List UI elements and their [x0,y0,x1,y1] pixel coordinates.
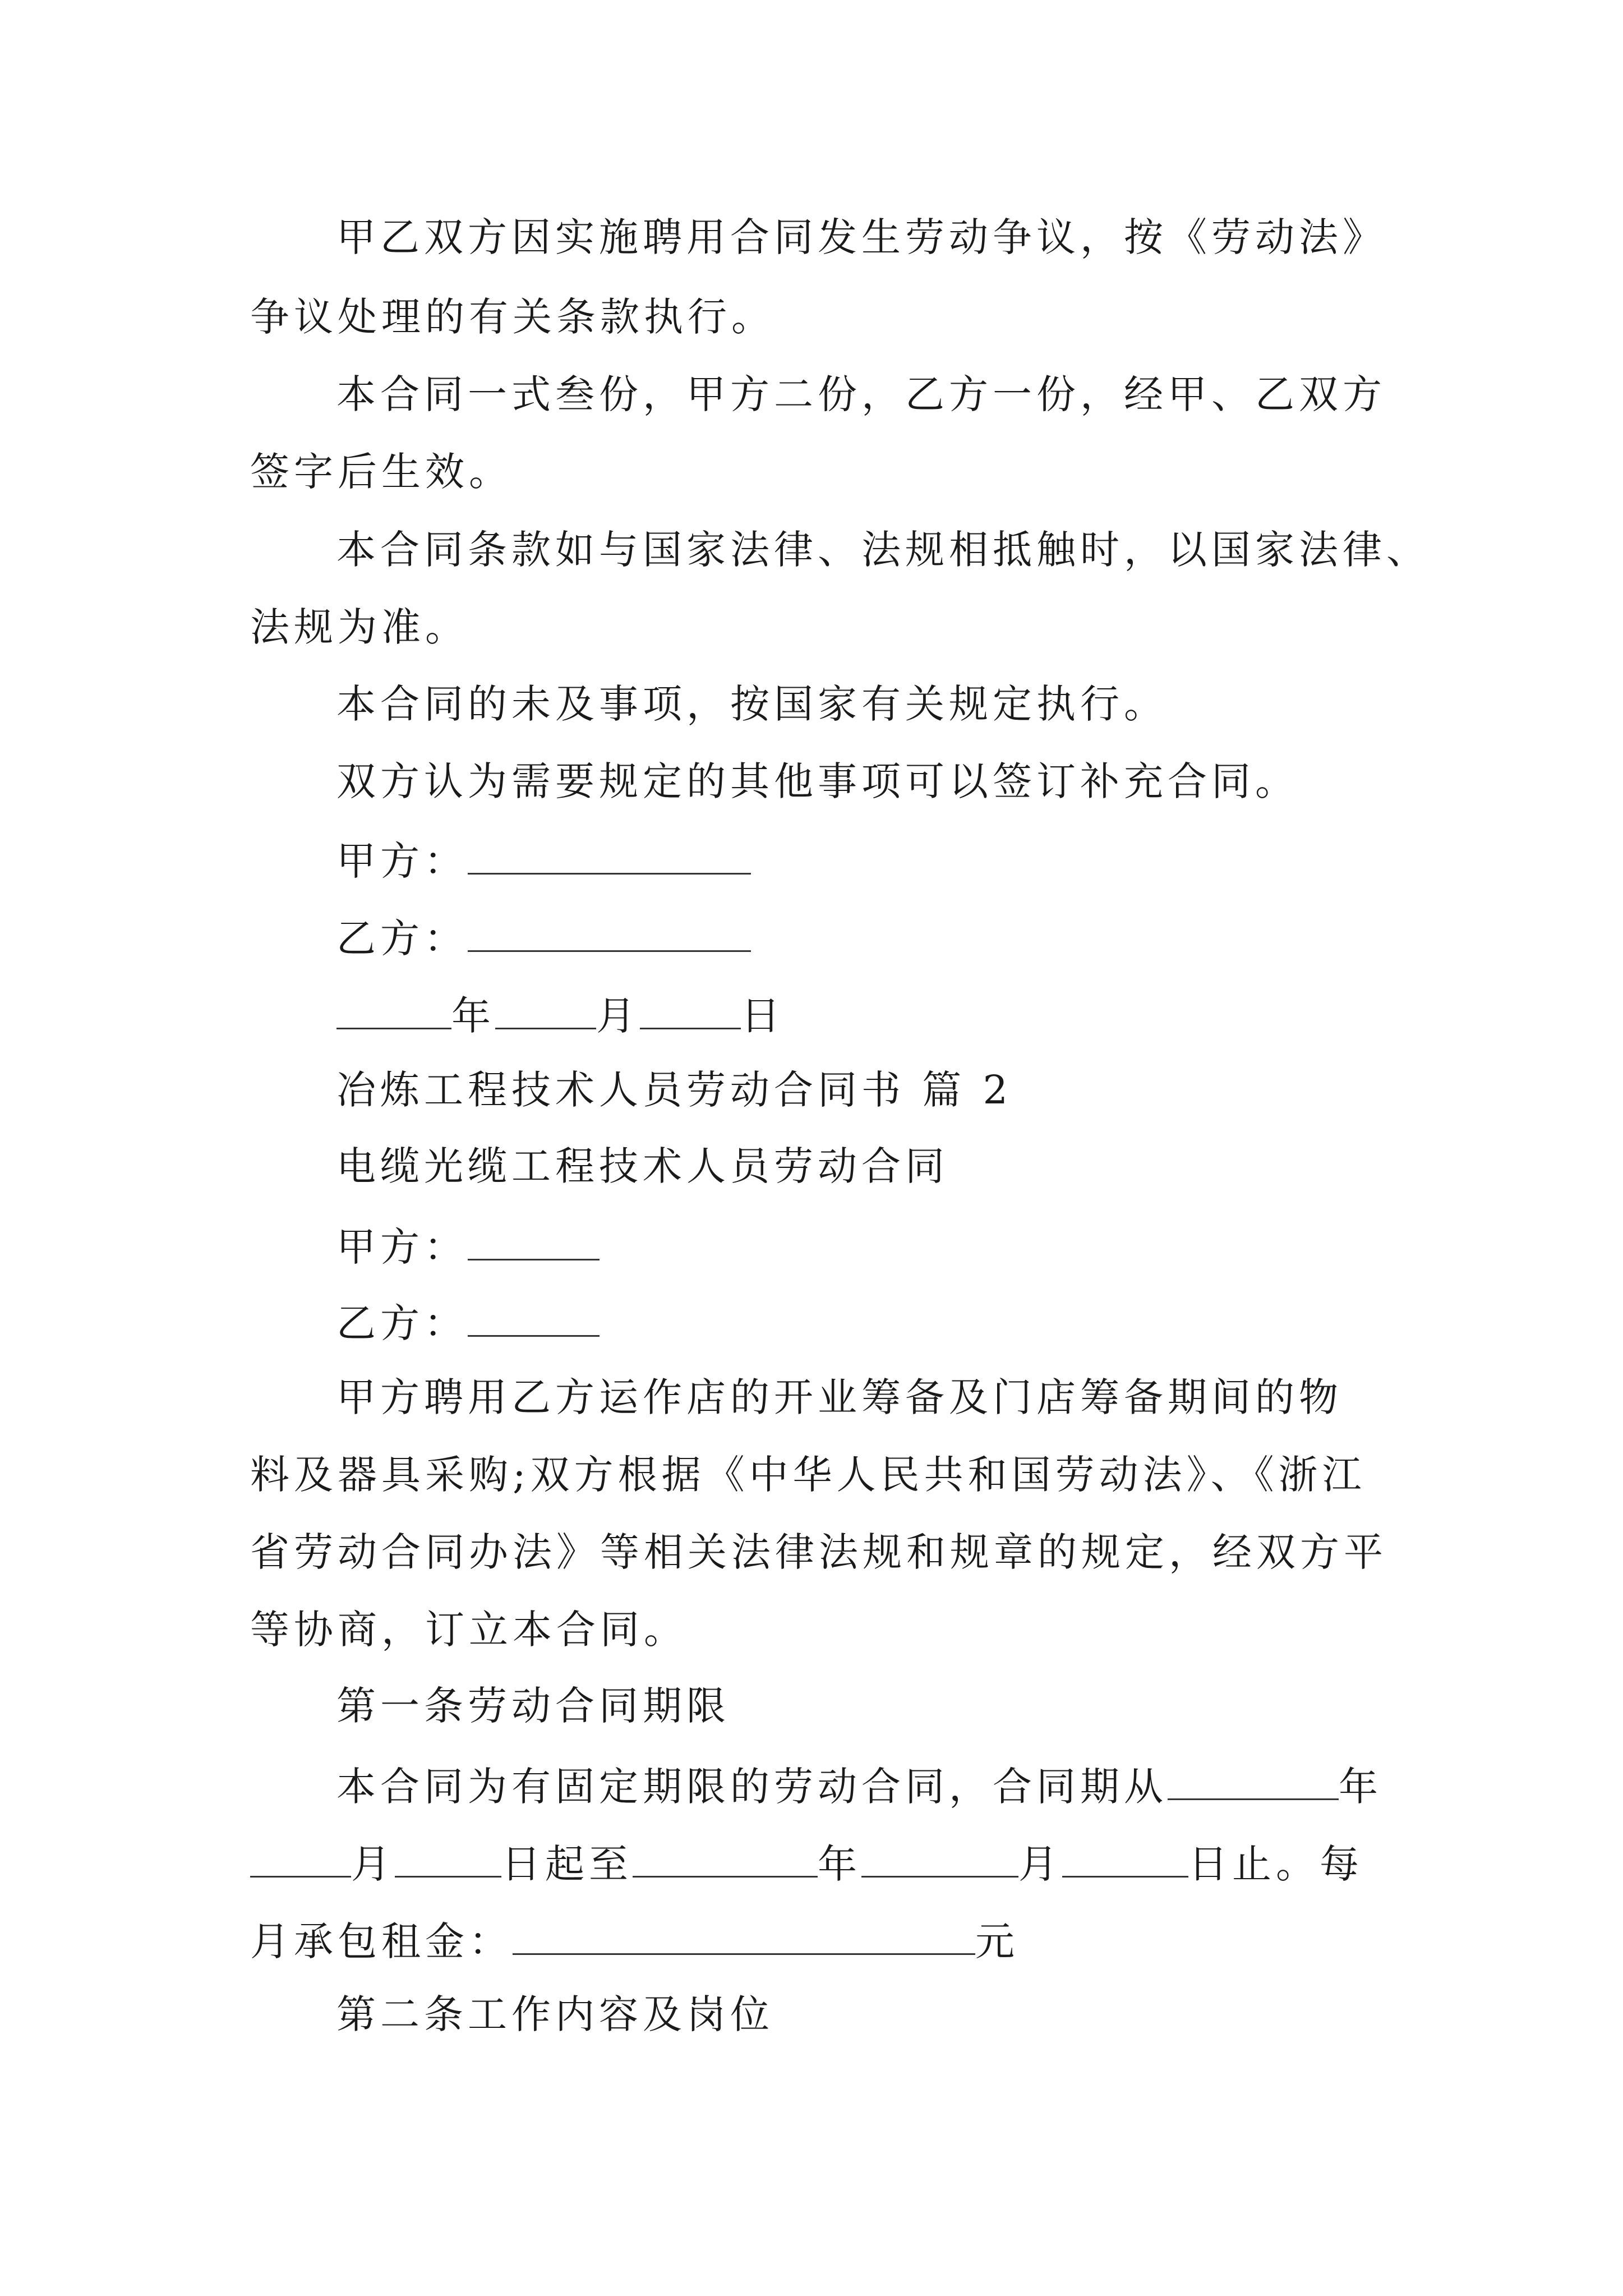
paragraph-line: 签字后生效。 [250,449,513,495]
party-a-label: 甲方： [336,1224,468,1270]
signature-blank[interactable] [468,915,751,952]
date-month-label: 月 [596,993,640,1039]
signature-party-a [336,838,751,884]
party-b-line [336,1300,600,1346]
date-year-blank[interactable] [336,993,451,1029]
term-start-year-blank[interactable] [1168,1764,1339,1800]
term-text: 本合同为有固定期限的劳动合同，合同期从 [336,1764,1168,1810]
signature-blank[interactable] [468,838,751,875]
term-start-month-blank[interactable] [250,1841,351,1878]
paragraph-line: 法规为准。 [250,604,469,650]
date-year-label: 年 [451,993,495,1039]
term-month2-label: 月 [1018,1841,1062,1887]
signature-party-b [336,915,751,961]
signature-party-a-label: 甲方： [336,838,468,884]
party-b-label: 乙方： [336,1300,468,1346]
rent-blank[interactable] [513,1918,975,1955]
rent-label: 月承包租金： [250,1918,513,1964]
paragraph-line: 甲乙双方因实施聘用合同发生劳动争议，按《劳动法》 [336,214,1386,260]
term-end-year-blank[interactable] [633,1841,818,1878]
paragraph-line: 本合同一式叁份，甲方二份，乙方一份，经甲、乙双方 [336,371,1386,417]
term-end-label: 日止。每 [1188,1841,1363,1887]
date-day-label: 日 [741,993,785,1039]
signature-party-b-label: 乙方： [336,915,468,961]
term-year2-label: 年 [818,1841,861,1887]
term-from-label: 日起至 [501,1841,633,1887]
term-start-day-blank[interactable] [395,1841,501,1878]
term-line [336,1764,1382,1810]
paragraph-line: 双方认为需要规定的其他事项可以签订补充合同。 [336,758,1299,804]
term-end-month-blank[interactable] [861,1841,1018,1878]
date-month-blank[interactable] [495,993,596,1029]
paragraph-line: 本合同的未及事项，按国家有关规定执行。 [336,681,1168,727]
paragraph-line: 甲方聘用乙方运作店的开业筹备及门店筹备期间的物 [336,1374,1343,1420]
term-month-label: 月 [351,1841,395,1887]
term-end-day-blank[interactable] [1062,1841,1188,1878]
paragraph-line: 本合同条款如与国家法律、法规相抵触时，以国家法律、 [336,527,1430,573]
rent-line [250,1918,1019,1964]
paragraph-line: 争议处理的有关条款执行。 [250,294,775,340]
rent-unit: 元 [975,1918,1019,1964]
party-b-blank[interactable] [468,1300,600,1337]
contract-title: 电缆光缆工程技术人员劳动合同 [336,1143,949,1189]
article-heading: 第二条工作内容及岗位 [336,1991,774,2037]
party-a-blank[interactable] [468,1224,600,1260]
paragraph-line: 料及器具采购;双方根据《中华人民共和国劳动法》、《浙江 [250,1452,1366,1498]
paragraph-line: 省劳动合同办法》等相关法律法规和规章的规定，经双方平 [250,1529,1387,1575]
signature-date [336,993,785,1039]
date-day-blank[interactable] [640,993,741,1029]
party-a-line [336,1224,600,1270]
article-heading: 第一条劳动合同期限 [336,1683,730,1729]
term-line [250,1841,1363,1887]
paragraph-line: 等协商，订立本合同。 [250,1607,688,1653]
section-title: 冶炼工程技术人员劳动合同书 篇 2 [336,1067,1013,1113]
term-year-label: 年 [1339,1764,1382,1810]
